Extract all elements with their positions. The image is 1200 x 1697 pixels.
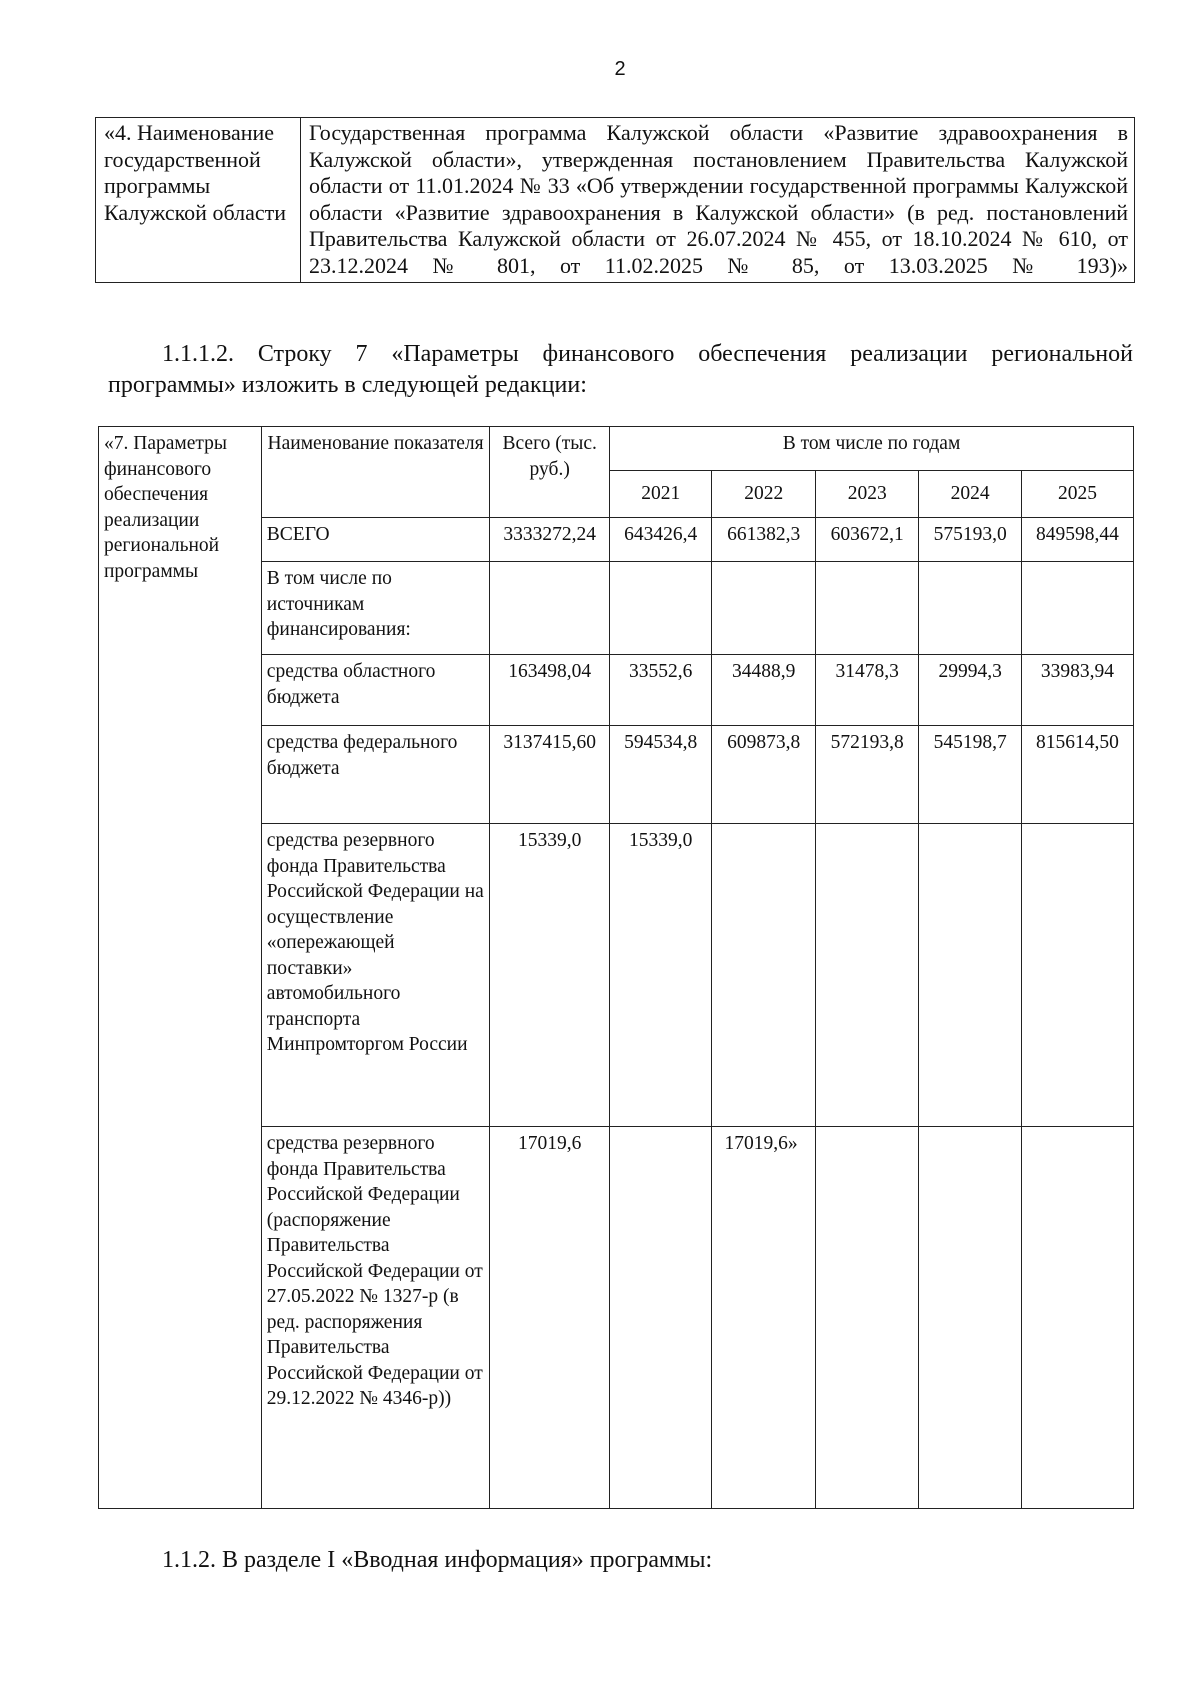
row-name: ВСЕГО: [261, 518, 490, 562]
program-name-table: [95, 117, 1135, 283]
row-total: 3333272,24: [490, 518, 610, 562]
row-value: 609873,8: [712, 726, 816, 824]
row-value: [919, 562, 1021, 655]
row-value: [815, 824, 919, 1127]
financing-row-label: «7. Параметры финансового обеспечения реализации региональной программы: [99, 427, 262, 1509]
row-value: 575193,0: [919, 518, 1021, 562]
row-value: 33552,6: [610, 655, 712, 726]
paragraph-1-1-1-2: 1.1.1.2. Строку 7 «Параметры финансового обеспечения реализации региональной программы» изложить в следующей редакции:: [108, 341, 1133, 398]
row-name: средства областного бюджета: [261, 655, 490, 726]
row-value: [1021, 824, 1133, 1127]
row-value: 29994,3: [919, 655, 1021, 726]
row-value: 643426,4: [610, 518, 712, 562]
paragraph-1-1-2: 1.1.2. В разделе I «Вводная информация» программы:: [162, 1547, 713, 1573]
col-header-year: 2024: [919, 471, 1021, 518]
col-header-name: Наименование показателя: [261, 427, 490, 518]
row-value: 31478,3: [815, 655, 919, 726]
table-header-row: [99, 427, 1134, 471]
row-value: [610, 562, 712, 655]
col-header-total: Всего (тыс. руб.): [490, 427, 610, 518]
row-name: средства резервного фонда Правительства Российской Федерации на осуществление «опережающей поставки» автомобильного транспорта Минпромторгом России: [261, 824, 490, 1127]
col-header-year: 2023: [815, 471, 919, 518]
col-header-year: 2021: [610, 471, 712, 518]
row-value: 603672,1: [815, 518, 919, 562]
row-value: 34488,9: [712, 655, 816, 726]
row-value: 15339,0: [610, 824, 712, 1127]
row-total: 163498,04: [490, 655, 610, 726]
row-value: 815614,50: [1021, 726, 1133, 824]
financing-parameters-table: [98, 426, 1134, 1509]
row-value: [610, 1127, 712, 1509]
row-value: 33983,94: [1021, 655, 1133, 726]
row-value: 849598,44: [1021, 518, 1133, 562]
row-value: 17019,6»: [712, 1127, 816, 1509]
col-header-by-years: В том числе по годам: [610, 427, 1134, 471]
row-value: [919, 824, 1021, 1127]
row-name: В том числе по источникам финансирования:: [261, 562, 490, 655]
row-value: 661382,3: [712, 518, 816, 562]
row-value: [1021, 562, 1133, 655]
row-value: [1021, 1127, 1133, 1509]
row-total: 17019,6: [490, 1127, 610, 1509]
row-value: [919, 1127, 1021, 1509]
row-value: 572193,8: [815, 726, 919, 824]
col-header-year: 2022: [712, 471, 816, 518]
row-value: 594534,8: [610, 726, 712, 824]
page-number: 2: [614, 58, 626, 80]
col-header-year: 2025: [1021, 471, 1133, 518]
program-name-label: «4. Наименование государственной программы Калужской области: [96, 118, 301, 283]
row-name: средства резервного фонда Правительства Российской Федерации (распоряжение Правительства Российской Федерации от 27.05.2022 № 1327-р (в ред. распоряжения Правительства Российской Федерации от 29.12.2022 № 4346-р)): [261, 1127, 490, 1509]
table-row: [96, 118, 1135, 283]
row-value: [712, 562, 816, 655]
row-value: 545198,7: [919, 726, 1021, 824]
row-total: [490, 562, 610, 655]
row-total: 3137415,60: [490, 726, 610, 824]
row-value: [712, 824, 816, 1127]
row-name: средства федерального бюджета: [261, 726, 490, 824]
program-name-content: Государственная программа Калужской области «Развитие здравоохранения в Калужской области», утвержденная постановлением Правительства Калужской области от 11.01.2024 № 33 «Об утверждении государственной программы Калужской области «Развитие здравоохранения в Калужской области» (в ред. постановлений Правительства Калужской области от 26.07.2024 № 455, от 18.10.2024 № 610, от 23.12.2024 № 801, от 11.02.2025 № 85, от 13.03.2025 № 193)»: [301, 118, 1135, 283]
row-value: [815, 562, 919, 655]
row-value: [815, 1127, 919, 1509]
row-total: 15339,0: [490, 824, 610, 1127]
